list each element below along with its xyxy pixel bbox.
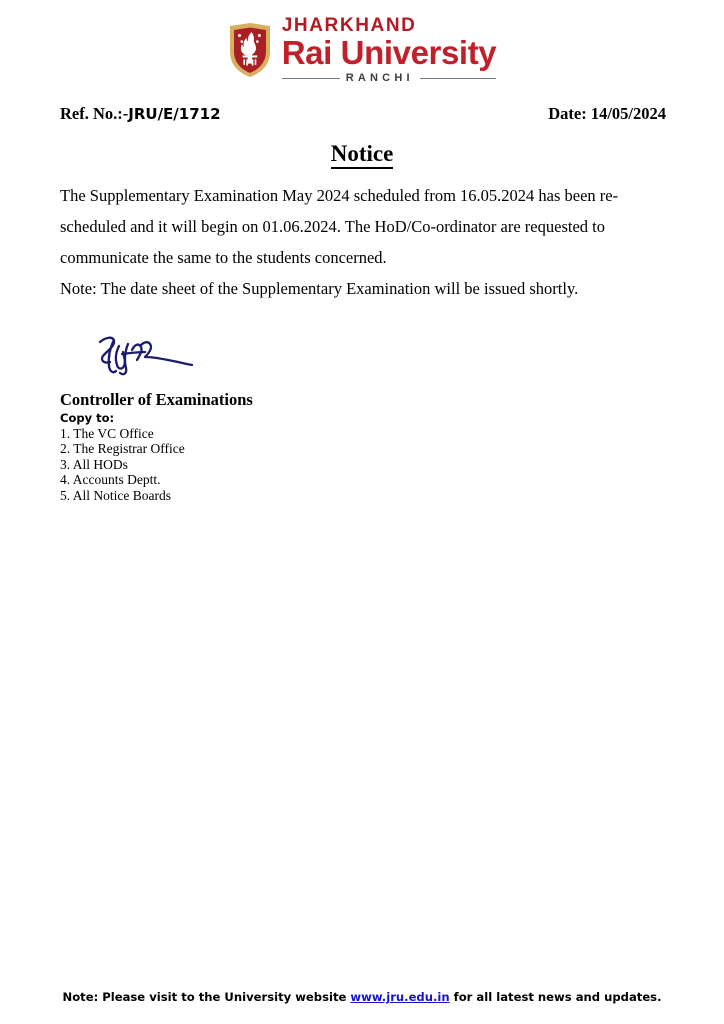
footer-prefix: Note: Please visit to the University website [62,990,347,1004]
letterhead [0,16,724,84]
reference-label: Ref. No.:- [60,104,129,123]
notice-paragraph: The Supplementary Examination May 2024 scheduled from 16.05.2024 has been re-scheduled and it will begin on 01.06.2024. The HoD/Co-ordinator are requested to communicate the same to the students concerned. [60,186,619,267]
reference-value: JRU/E/1712 [128,105,221,123]
shield-torch-icon [228,22,272,78]
list-item: 1. The VC Office [60,426,154,441]
university-wordmark [282,16,497,84]
copy-to-heading: Copy to: [60,411,115,425]
reference-date-row [60,104,666,124]
reference-number [60,104,221,124]
list-item: 5. All Notice Boards [60,487,171,503]
wordmark-city: RANCHI [345,71,414,84]
signatory-designation: Controller of Examinations [60,390,253,409]
notice-date: Date: 14/05/2024 [548,104,666,123]
wordmark-rule-right [420,78,497,79]
list-item: 4. Accounts Deptt. [60,472,161,488]
page-title [0,141,724,167]
copy-to-list [60,426,185,503]
list-item: 2. The Registrar Office [60,441,185,457]
footer-note [0,990,724,1004]
wordmark-city-row [282,73,497,84]
footer-suffix: for all latest news and updates. [453,990,662,1004]
notice-note: Note: The date sheet of the Supplementary Examination will be issued shortly. [60,279,579,298]
handwritten-signature [92,330,197,378]
page-title-text: Notice [331,141,394,169]
wordmark-line-jharkhand: JHARKHAND [281,15,417,36]
wordmark-rule-left [282,78,340,79]
university-logo [228,16,497,84]
notice-body [60,180,646,304]
university-website-link[interactable]: www.jru.edu.in [350,990,450,1004]
list-item: 3. All HODs [60,456,128,472]
wordmark-line-rai-university: Rai University [281,34,497,71]
